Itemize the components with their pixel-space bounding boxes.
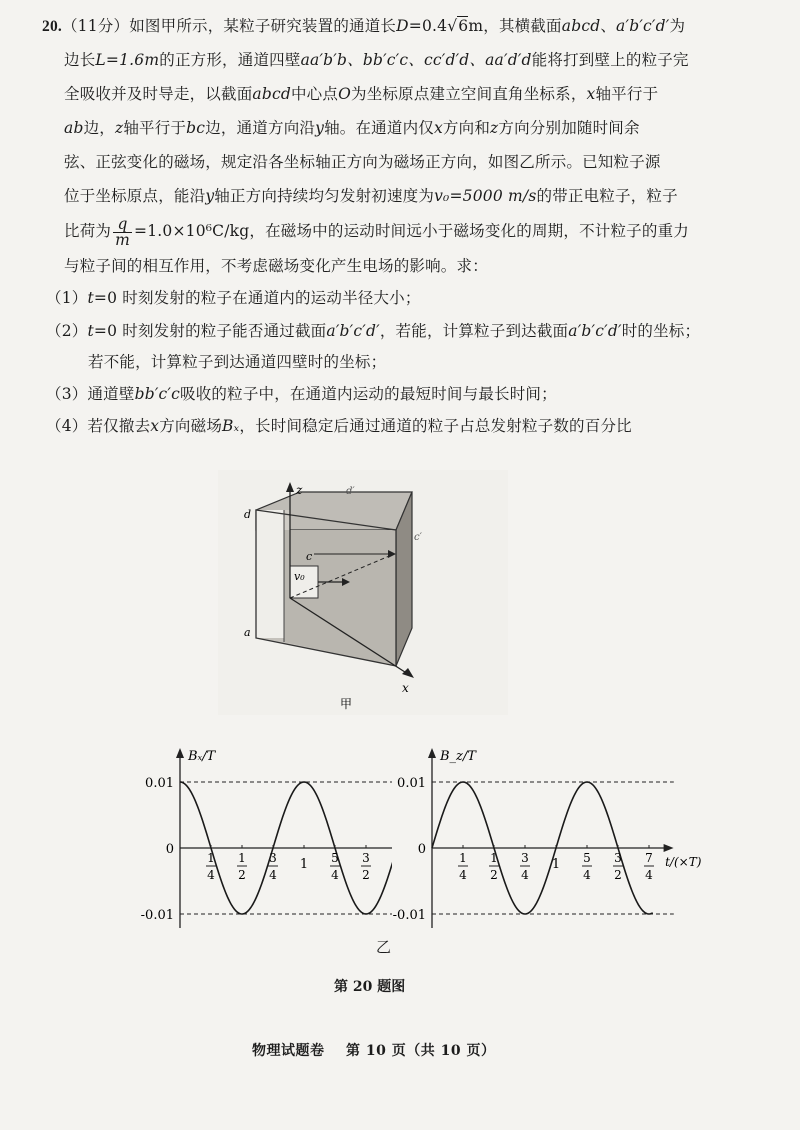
x-tick-numerator: 1 <box>207 851 215 865</box>
x-tick-numerator: 3 <box>269 851 277 865</box>
figure-jia-channel-box <box>218 470 508 715</box>
part-3: （3）通道壁bb′c′c吸收的粒子中，在通道内运动的最短时间与最长时间； <box>46 385 557 403</box>
y-tick-label: -0.01 <box>140 908 174 923</box>
x-tick-numerator: 3 <box>521 851 529 865</box>
x-tick-numerator: 7 <box>645 851 653 865</box>
x-tick-numerator: 3 <box>614 851 622 865</box>
footer-page: 第 10 页（共 10 页） <box>346 1043 496 1059</box>
x-tick-denominator: 2 <box>362 868 370 882</box>
x-tick-denominator: 4 <box>521 868 529 882</box>
x-tick-denominator: 4 <box>459 868 467 882</box>
x-tick-numerator: 3 <box>362 851 370 865</box>
x-tick-label: 1 <box>299 857 309 872</box>
question-line-4: ab边，z轴平行于bc边，通道方向沿y轴。在通道内仅x方向和z方向分别加随时间余 <box>64 119 640 137</box>
chart-bz <box>392 740 702 940</box>
part-1: （1）t=0 时刻发射的粒子在通道内的运动半径大小； <box>46 289 421 307</box>
y-axis-label: B_z/T <box>440 749 476 764</box>
y-tick-label: 0 <box>417 842 426 857</box>
question-line-8: 与粒子间的相互作用，不考虑磁场变化产生电场的影响。求： <box>64 257 488 275</box>
x-tick-denominator: 4 <box>583 868 591 882</box>
label-a: a <box>244 626 251 639</box>
chart-bx <box>140 740 410 940</box>
question-line-6: 位于坐标原点，能沿y轴正方向持续均匀发射初速度为v₀=5000 m/s的带正电粒子，粒子 <box>64 187 678 205</box>
x-tick-numerator: 1 <box>238 851 246 865</box>
y-tick-label: -0.01 <box>392 908 426 923</box>
footer-subject: 物理试题卷 <box>252 1043 325 1059</box>
x-axis-label: t/(×T) <box>665 855 702 869</box>
x-tick-numerator: 1 <box>459 851 467 865</box>
question-number: 20. <box>42 18 62 35</box>
question-line-2: 边长L=1.6m的正方形，通道四壁aa′b′b、bb′c′c、cc′d′d、aa′d′d能将打到壁上的粒子完 <box>64 51 689 69</box>
x-tick-numerator: 1 <box>490 851 498 865</box>
question-line-1: 20.（11分）如图甲所示，某粒子研究装置的通道长D=0.4√6m，其横截面abcd、a′b′c′d′为 <box>42 17 686 35</box>
label-z: z <box>296 483 303 497</box>
x-axis-arrow <box>664 844 674 852</box>
figure-jia-caption: 甲 <box>340 697 353 711</box>
label-x: x <box>402 681 409 695</box>
x-tick-numerator: 5 <box>331 851 339 865</box>
y-tick-label: 0.01 <box>145 776 174 791</box>
y-tick-label: 0 <box>165 842 174 857</box>
question-line-3: 全吸收并及时导走，以截面abcd中心点O为坐标原点建立空间直角坐标系，x轴平行于 <box>64 85 659 103</box>
x-tick-numerator: 5 <box>583 851 591 865</box>
footer <box>252 1040 495 1060</box>
label-v0: v₀ <box>294 570 305 583</box>
x-tick-denominator: 4 <box>269 868 277 882</box>
x-tick-denominator: 2 <box>614 868 622 882</box>
label-d-prime: d′ <box>346 486 355 497</box>
x-tick-denominator: 4 <box>207 868 215 882</box>
label-c-prime: c′ <box>414 532 422 543</box>
x-tick-label: 1 <box>551 857 561 872</box>
y-axis-label: Bₓ/T <box>188 749 216 764</box>
figure-yi-caption: 乙 <box>376 938 392 956</box>
front-left-strip <box>256 510 284 638</box>
charge-mass-ratio: $\frac{q}{m}$ <box>115 214 131 249</box>
x-tick-denominator: 2 <box>238 868 246 882</box>
figure-caption: 第 20 题图 <box>334 979 406 995</box>
x-tick-denominator: 4 <box>331 868 339 882</box>
question-line-7: 比荷为 $\frac{q}{m}$ =1.0×10⁶C/kg，在磁场中的运动时间远小于磁场变化的周期，不计粒子的重力 <box>64 214 689 249</box>
part-2-line-2: 若不能，计算粒子到达通道四壁时的坐标； <box>88 353 387 371</box>
x-tick-denominator: 2 <box>490 868 498 882</box>
part-4: （4）若仅撤去x方向磁场Bₓ，长时间稳定后通过通道的粒子占总发射粒子数的百分比 <box>46 417 632 435</box>
label-c: c <box>306 550 313 563</box>
question-line-5: 弦、正弦变化的磁场，规定沿各坐标轴正方向为磁场正方向，如图乙所示。已知粒子源 <box>64 153 661 171</box>
part-2: （2）t=0 时刻发射的粒子能否通过截面a′b′c′d′，若能，计算粒子到达截面a′b′c′d′时的坐标； <box>46 322 701 340</box>
label-d: d <box>244 508 252 521</box>
x-tick-denominator: 4 <box>645 868 653 882</box>
y-tick-label: 0.01 <box>397 776 426 791</box>
